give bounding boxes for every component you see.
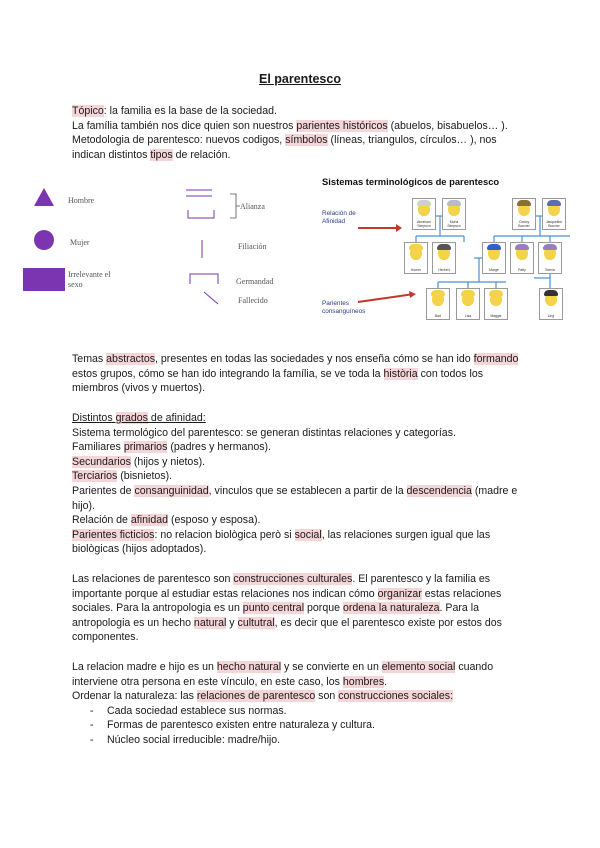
person-ling: Ling [539,288,563,320]
legend-label-hombre: Hombre [68,196,95,205]
legend-label-germandad: Germandad [236,277,274,286]
person-homer: Homer [404,242,428,274]
highlight: formando [473,353,519,365]
page-title: El parentesco [259,72,341,86]
highlight: símbolos [285,134,328,147]
list-item: - Núcleo social irreducible: madre/hijo. [72,733,532,748]
highlight: Tópico [72,105,104,117]
grados-heading: Distintos grados de afinidad: [72,412,206,424]
legend-label-fallecido: Fallecido [238,296,268,305]
person-lisa: Lisa [456,288,480,320]
person-clancy: Clancy Bouvier [512,198,536,230]
person-mona: Mona Simpson [442,198,466,230]
person-herbert: Herbert [432,242,456,274]
rectangle-irrelevant-symbol [23,268,65,291]
triangle-man-symbol [34,188,54,206]
person-maggie: Maggie [484,288,508,320]
legend-label-alianza: Alianza [240,202,265,211]
grados-section: Distintos grados de afinidad: Sistema termológico del parentesco: se generan distintas relaciones y categorías. Familiares primarios (padres y hermanos). Secundarios (hijos y nietos). Terciarios (bisnietos). Parientes de consanguinidad, vinculos que se establecen a partir de la descendencia (madre e hijo). Relación de afinidad (esposo y esposa). Parientes ficticios: no relacion biològica però si social, las relaciones surgen igual que las biològicas (hijos adoptados). [72,411,532,557]
temas-paragraph: Temas abstractos, presentes en todas las sociedades y nos enseña cómo se han ido formando estos grupos, cómo se han ido integrando la família, se ve toda la història con todos los miembros (vivos y muertos). [72,353,519,395]
person-bart: Bart [426,288,450,320]
highlight: abstractos [106,353,156,365]
kinship-tree-figure [318,176,588,326]
label-relacion-afinidad: Relación de Afinidad [322,210,356,225]
legend-label-mujer: Mujer [70,238,90,247]
highlight: tipos [150,148,173,161]
kinship-symbols-legend [18,180,298,310]
person-selma: Selma [538,242,562,274]
intro-paragraph: Tópico: la familia es la base de la sociedad. La família también nos dice quien son nuestros parientes históricos (abuelos, bisabuelos… ). Metodologia de parentesco: nuevos codigos, símbolos (líneas, triangulos, círculos… ), nos indican distintos tipos de relación. [72,105,508,161]
relaciones-paragraph: Las relaciones de parentesco son construcciones culturales. El parentesco y la familia es importante porque al estudiar estas relaciones nos indican cómo organizar estas relaciones sociales. Para la antropologia es un punto central porque ordena la naturaleza. Para la antropologia es un hecho natural y cultutral, es decir que el parentesco existe por estos dos componentes. [72,573,502,644]
legend-label-filiacion: Filiación [238,242,267,251]
person-abraham: Abraham Simpson [412,198,436,230]
list-item: - Formas de parentesco existen entre naturaleza y cultura. [72,718,532,733]
highlight: parientes históricos [296,119,388,132]
label-parientes-consanguineos: Parientes consanguíneos [322,300,366,315]
madre-paragraph: La relacion madre e hijo es un hecho natural y se convierte en un elemento social cuando interviene otra persona en este vínculo, en este caso, los hombres. Ordenar la naturaleza: las relaciones de parentesco son construcciones sociales: - Cada sociedad establece sus normas. - Formas de parentesco existen entre naturaleza y cultura. - Núcleo social irreducible: madre/hijo. [72,660,532,748]
person-patty: Patty [510,242,534,274]
highlight: història [383,367,418,380]
bullet-list [72,704,532,748]
circle-woman-symbol [34,230,54,250]
legend-label-irrelevante: Irrelevante el sexo [68,270,111,289]
list-item: - Cada sociedad establece sus normas. [72,704,532,719]
tree-title: Sistemas terminológicos de parentesco [322,176,500,187]
person-marge: Marge [482,242,506,274]
person-jacqueline: Jacqueline Bouvier [542,198,566,230]
